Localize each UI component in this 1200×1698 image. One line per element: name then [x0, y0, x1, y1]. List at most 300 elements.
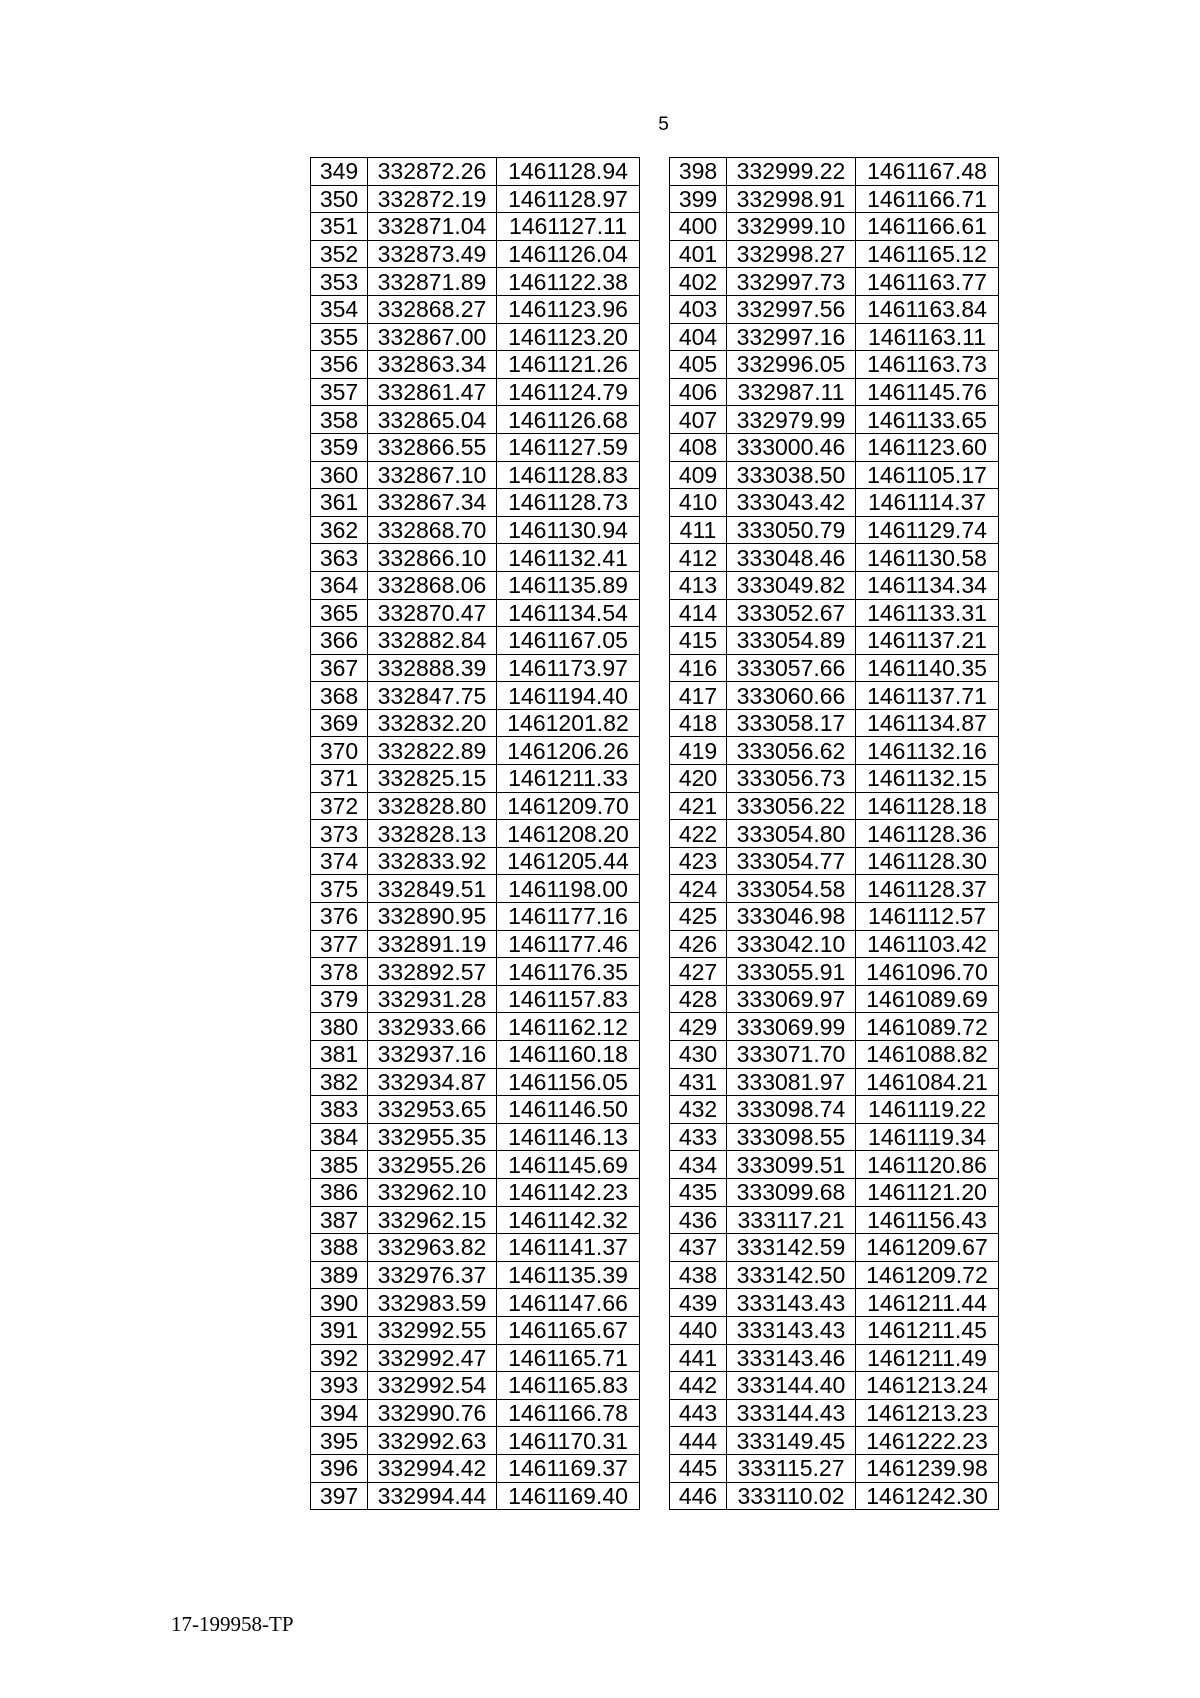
table-row [670, 323, 999, 351]
y-coordinate-cell: 1461134.54 [497, 599, 640, 627]
x-coordinate-cell: 332868.70 [368, 516, 497, 544]
y-coordinate-cell: 1461128.97 [497, 185, 640, 213]
table-row [670, 406, 999, 434]
x-coordinate-cell: 332999.22 [727, 158, 856, 186]
x-coordinate-cell: 332871.89 [368, 268, 497, 296]
x-coordinate-cell: 333117.21 [727, 1206, 856, 1234]
x-coordinate-cell: 332833.92 [368, 847, 497, 875]
table-row [311, 1096, 640, 1124]
x-coordinate-cell: 332997.16 [727, 323, 856, 351]
table-row [670, 461, 999, 489]
x-coordinate-cell: 333048.46 [727, 544, 856, 572]
y-coordinate-cell: 1461211.33 [497, 765, 640, 793]
x-coordinate-cell: 333055.91 [727, 958, 856, 986]
point-number-cell: 417 [670, 682, 727, 710]
table-row [670, 213, 999, 241]
x-coordinate-cell: 333099.51 [727, 1151, 856, 1179]
y-coordinate-cell: 1461167.05 [497, 627, 640, 655]
y-coordinate-cell: 1461114.37 [856, 489, 999, 517]
table-row [670, 627, 999, 655]
y-coordinate-cell: 1461121.20 [856, 1178, 999, 1206]
y-coordinate-cell: 1461169.37 [497, 1454, 640, 1482]
point-number-cell: 436 [670, 1206, 727, 1234]
x-coordinate-cell: 332962.10 [368, 1178, 497, 1206]
point-number-cell: 386 [311, 1178, 368, 1206]
table-row [670, 240, 999, 268]
point-number-cell: 415 [670, 627, 727, 655]
table-row [311, 709, 640, 737]
y-coordinate-cell: 1461198.00 [497, 875, 640, 903]
x-coordinate-cell: 332992.63 [368, 1427, 497, 1455]
x-coordinate-cell: 332987.11 [727, 378, 856, 406]
x-coordinate-cell: 332822.89 [368, 737, 497, 765]
y-coordinate-cell: 1461166.61 [856, 213, 999, 241]
y-coordinate-cell: 1461177.16 [497, 903, 640, 931]
y-coordinate-cell: 1461128.30 [856, 847, 999, 875]
y-coordinate-cell: 1461166.78 [497, 1399, 640, 1427]
point-number-cell: 441 [670, 1344, 727, 1372]
point-number-cell: 443 [670, 1399, 727, 1427]
point-number-cell: 442 [670, 1372, 727, 1400]
table-row [311, 903, 640, 931]
y-coordinate-cell: 1461140.35 [856, 654, 999, 682]
point-number-cell: 376 [311, 903, 368, 931]
point-number-cell: 380 [311, 1013, 368, 1041]
x-coordinate-cell: 332866.10 [368, 544, 497, 572]
point-number-cell: 370 [311, 737, 368, 765]
table-row [670, 544, 999, 572]
x-coordinate-cell: 333042.10 [727, 930, 856, 958]
table-row [670, 1234, 999, 1262]
table-row [311, 820, 640, 848]
y-coordinate-cell: 1461141.37 [497, 1234, 640, 1262]
y-coordinate-cell: 1461133.65 [856, 406, 999, 434]
x-coordinate-cell: 332890.95 [368, 903, 497, 931]
x-coordinate-cell: 333056.62 [727, 737, 856, 765]
table-row [670, 295, 999, 323]
x-coordinate-cell: 333054.77 [727, 847, 856, 875]
table-row [670, 709, 999, 737]
table-row [311, 351, 640, 379]
x-coordinate-cell: 332937.16 [368, 1041, 497, 1069]
x-coordinate-cell: 332865.04 [368, 406, 497, 434]
point-number-cell: 433 [670, 1123, 727, 1151]
table-row [670, 571, 999, 599]
table-row [670, 1344, 999, 1372]
point-number-cell: 426 [670, 930, 727, 958]
y-coordinate-cell: 1461134.87 [856, 709, 999, 737]
point-number-cell: 432 [670, 1096, 727, 1124]
point-number-cell: 398 [670, 158, 727, 186]
y-coordinate-cell: 1461132.15 [856, 765, 999, 793]
y-coordinate-cell: 1461177.46 [497, 930, 640, 958]
y-coordinate-cell: 1461128.37 [856, 875, 999, 903]
table-row [311, 1454, 640, 1482]
table-row [311, 158, 640, 186]
point-number-cell: 366 [311, 627, 368, 655]
table-row [670, 599, 999, 627]
x-coordinate-cell: 332999.10 [727, 213, 856, 241]
table-row [311, 1178, 640, 1206]
point-number-cell: 359 [311, 433, 368, 461]
point-number-cell: 387 [311, 1206, 368, 1234]
x-coordinate-cell: 332861.47 [368, 378, 497, 406]
table-row [311, 682, 640, 710]
table-row [670, 268, 999, 296]
point-number-cell: 349 [311, 158, 368, 186]
x-coordinate-cell: 332997.56 [727, 295, 856, 323]
table-row [670, 1041, 999, 1069]
x-coordinate-cell: 332963.82 [368, 1234, 497, 1262]
x-coordinate-cell: 332955.35 [368, 1123, 497, 1151]
x-coordinate-cell: 332872.26 [368, 158, 497, 186]
point-number-cell: 430 [670, 1041, 727, 1069]
table-row [670, 1427, 999, 1455]
x-coordinate-cell: 332871.04 [368, 213, 497, 241]
point-number-cell: 368 [311, 682, 368, 710]
y-coordinate-cell: 1461165.12 [856, 240, 999, 268]
table-row [311, 627, 640, 655]
point-number-cell: 364 [311, 571, 368, 599]
x-coordinate-cell: 332998.91 [727, 185, 856, 213]
x-coordinate-cell: 332994.42 [368, 1454, 497, 1482]
y-coordinate-cell: 1461163.77 [856, 268, 999, 296]
x-coordinate-cell: 333054.58 [727, 875, 856, 903]
x-coordinate-cell: 333143.46 [727, 1344, 856, 1372]
y-coordinate-cell: 1461128.36 [856, 820, 999, 848]
x-coordinate-cell: 332998.27 [727, 240, 856, 268]
point-number-cell: 429 [670, 1013, 727, 1041]
x-coordinate-cell: 332867.00 [368, 323, 497, 351]
point-number-cell: 372 [311, 792, 368, 820]
point-number-cell: 375 [311, 875, 368, 903]
y-coordinate-cell: 1461128.83 [497, 461, 640, 489]
point-number-cell: 356 [311, 351, 368, 379]
x-coordinate-cell: 332979.99 [727, 406, 856, 434]
table-row [670, 158, 999, 186]
point-number-cell: 401 [670, 240, 727, 268]
point-number-cell: 412 [670, 544, 727, 572]
point-number-cell: 418 [670, 709, 727, 737]
x-coordinate-cell: 333058.17 [727, 709, 856, 737]
point-number-cell: 420 [670, 765, 727, 793]
x-coordinate-cell: 332849.51 [368, 875, 497, 903]
y-coordinate-cell: 1461211.49 [856, 1344, 999, 1372]
x-coordinate-cell: 333056.73 [727, 765, 856, 793]
y-coordinate-cell: 1461147.66 [497, 1289, 640, 1317]
y-coordinate-cell: 1461096.70 [856, 958, 999, 986]
y-coordinate-cell: 1461119.34 [856, 1123, 999, 1151]
x-coordinate-cell: 332962.15 [368, 1206, 497, 1234]
table-row [670, 489, 999, 517]
y-coordinate-cell: 1461208.20 [497, 820, 640, 848]
table-row [311, 268, 640, 296]
y-coordinate-cell: 1461211.44 [856, 1289, 999, 1317]
point-number-cell: 358 [311, 406, 368, 434]
x-coordinate-cell: 332953.65 [368, 1096, 497, 1124]
point-number-cell: 421 [670, 792, 727, 820]
table-row [670, 820, 999, 848]
y-coordinate-cell: 1461163.84 [856, 295, 999, 323]
table-row [670, 1316, 999, 1344]
y-coordinate-cell: 1461166.71 [856, 185, 999, 213]
x-coordinate-cell: 332934.87 [368, 1068, 497, 1096]
y-coordinate-cell: 1461145.69 [497, 1151, 640, 1179]
x-coordinate-cell: 332976.37 [368, 1261, 497, 1289]
table-row [670, 1096, 999, 1124]
table-row [670, 1399, 999, 1427]
table-row [311, 1234, 640, 1262]
y-coordinate-cell: 1461133.31 [856, 599, 999, 627]
point-number-cell: 400 [670, 213, 727, 241]
x-coordinate-cell: 332868.06 [368, 571, 497, 599]
point-number-cell: 434 [670, 1151, 727, 1179]
point-number-cell: 382 [311, 1068, 368, 1096]
point-number-cell: 395 [311, 1427, 368, 1455]
table-row [311, 433, 640, 461]
x-coordinate-cell: 333115.27 [727, 1454, 856, 1482]
table-row [670, 737, 999, 765]
point-number-cell: 413 [670, 571, 727, 599]
y-coordinate-cell: 1461129.74 [856, 516, 999, 544]
y-coordinate-cell: 1461146.13 [497, 1123, 640, 1151]
point-number-cell: 353 [311, 268, 368, 296]
y-coordinate-cell: 1461128.94 [497, 158, 640, 186]
x-coordinate-cell: 332867.10 [368, 461, 497, 489]
point-number-cell: 410 [670, 489, 727, 517]
point-number-cell: 381 [311, 1041, 368, 1069]
table-row [311, 1261, 640, 1289]
table-row [311, 1399, 640, 1427]
table-row [311, 378, 640, 406]
y-coordinate-cell: 1461142.23 [497, 1178, 640, 1206]
point-number-cell: 354 [311, 295, 368, 323]
table-row [670, 1013, 999, 1041]
point-number-cell: 361 [311, 489, 368, 517]
point-number-cell: 384 [311, 1123, 368, 1151]
x-coordinate-cell: 333142.50 [727, 1261, 856, 1289]
point-number-cell: 391 [311, 1316, 368, 1344]
table-row [311, 489, 640, 517]
coordinate-table-left [310, 157, 640, 1510]
x-coordinate-cell: 333081.97 [727, 1068, 856, 1096]
point-number-cell: 373 [311, 820, 368, 848]
y-coordinate-cell: 1461126.68 [497, 406, 640, 434]
table-row [311, 1482, 640, 1510]
table-row [311, 847, 640, 875]
x-coordinate-cell: 333049.82 [727, 571, 856, 599]
x-coordinate-cell: 332992.55 [368, 1316, 497, 1344]
table-row [670, 378, 999, 406]
y-coordinate-cell: 1461146.50 [497, 1096, 640, 1124]
table-row [670, 1151, 999, 1179]
table-row [670, 433, 999, 461]
x-coordinate-cell: 332825.15 [368, 765, 497, 793]
x-coordinate-cell: 332832.20 [368, 709, 497, 737]
point-number-cell: 365 [311, 599, 368, 627]
y-coordinate-cell: 1461137.21 [856, 627, 999, 655]
y-coordinate-cell: 1461165.83 [497, 1372, 640, 1400]
y-coordinate-cell: 1461126.04 [497, 240, 640, 268]
x-coordinate-cell: 332931.28 [368, 985, 497, 1013]
table-row [311, 295, 640, 323]
table-row [670, 958, 999, 986]
point-number-cell: 414 [670, 599, 727, 627]
y-coordinate-cell: 1461157.83 [497, 985, 640, 1013]
y-coordinate-cell: 1461213.23 [856, 1399, 999, 1427]
y-coordinate-cell: 1461128.73 [497, 489, 640, 517]
point-number-cell: 397 [311, 1482, 368, 1510]
x-coordinate-cell: 333143.43 [727, 1316, 856, 1344]
point-number-cell: 406 [670, 378, 727, 406]
point-number-cell: 385 [311, 1151, 368, 1179]
x-coordinate-cell: 332955.26 [368, 1151, 497, 1179]
table-row [311, 240, 640, 268]
x-coordinate-cell: 332994.44 [368, 1482, 497, 1510]
y-coordinate-cell: 1461084.21 [856, 1068, 999, 1096]
table-row [311, 985, 640, 1013]
point-number-cell: 431 [670, 1068, 727, 1096]
x-coordinate-cell: 333000.46 [727, 433, 856, 461]
x-coordinate-cell: 333054.89 [727, 627, 856, 655]
y-coordinate-cell: 1461119.22 [856, 1096, 999, 1124]
point-number-cell: 394 [311, 1399, 368, 1427]
point-number-cell: 440 [670, 1316, 727, 1344]
y-coordinate-cell: 1461173.97 [497, 654, 640, 682]
point-number-cell: 444 [670, 1427, 727, 1455]
x-coordinate-cell: 332866.55 [368, 433, 497, 461]
y-coordinate-cell: 1461135.89 [497, 571, 640, 599]
point-number-cell: 393 [311, 1372, 368, 1400]
y-coordinate-cell: 1461206.26 [497, 737, 640, 765]
y-coordinate-cell: 1461209.72 [856, 1261, 999, 1289]
point-number-cell: 419 [670, 737, 727, 765]
table-row [311, 599, 640, 627]
point-number-cell: 408 [670, 433, 727, 461]
page-number: 5 [658, 114, 669, 135]
point-number-cell: 379 [311, 985, 368, 1013]
table-row [311, 406, 640, 434]
y-coordinate-cell: 1461130.58 [856, 544, 999, 572]
x-coordinate-cell: 332888.39 [368, 654, 497, 682]
point-number-cell: 392 [311, 1344, 368, 1372]
x-coordinate-cell: 333098.55 [727, 1123, 856, 1151]
y-coordinate-cell: 1461194.40 [497, 682, 640, 710]
x-coordinate-cell: 332882.84 [368, 627, 497, 655]
x-coordinate-cell: 332873.49 [368, 240, 497, 268]
y-coordinate-cell: 1461170.31 [497, 1427, 640, 1455]
x-coordinate-cell: 332891.19 [368, 930, 497, 958]
y-coordinate-cell: 1461137.71 [856, 682, 999, 710]
x-coordinate-cell: 332990.76 [368, 1399, 497, 1427]
table-row [670, 985, 999, 1013]
point-number-cell: 411 [670, 516, 727, 544]
table-row [311, 1372, 640, 1400]
y-coordinate-cell: 1461242.30 [856, 1482, 999, 1510]
table-row [311, 1123, 640, 1151]
y-coordinate-cell: 1461122.38 [497, 268, 640, 296]
y-coordinate-cell: 1461156.05 [497, 1068, 640, 1096]
point-number-cell: 423 [670, 847, 727, 875]
table-row [670, 185, 999, 213]
table-row [311, 737, 640, 765]
table-row [670, 1482, 999, 1510]
point-number-cell: 388 [311, 1234, 368, 1262]
y-coordinate-cell: 1461123.96 [497, 295, 640, 323]
point-number-cell: 422 [670, 820, 727, 848]
x-coordinate-cell: 332828.80 [368, 792, 497, 820]
table-row [311, 792, 640, 820]
table-row [670, 847, 999, 875]
point-number-cell: 403 [670, 295, 727, 323]
x-coordinate-cell: 332863.34 [368, 351, 497, 379]
x-coordinate-cell: 332992.47 [368, 1344, 497, 1372]
table-row [670, 1261, 999, 1289]
x-coordinate-cell: 332870.47 [368, 599, 497, 627]
table-row [311, 875, 640, 903]
y-coordinate-cell: 1461209.67 [856, 1234, 999, 1262]
x-coordinate-cell: 332892.57 [368, 958, 497, 986]
x-coordinate-cell: 332992.54 [368, 1372, 497, 1400]
x-coordinate-cell: 333069.97 [727, 985, 856, 1013]
table-row [311, 654, 640, 682]
x-coordinate-cell: 333043.42 [727, 489, 856, 517]
point-number-cell: 446 [670, 1482, 727, 1510]
x-coordinate-cell: 333054.80 [727, 820, 856, 848]
x-coordinate-cell: 333098.74 [727, 1096, 856, 1124]
y-coordinate-cell: 1461142.32 [497, 1206, 640, 1234]
y-coordinate-cell: 1461120.86 [856, 1151, 999, 1179]
x-coordinate-cell: 332997.73 [727, 268, 856, 296]
point-number-cell: 424 [670, 875, 727, 903]
x-coordinate-cell: 333038.50 [727, 461, 856, 489]
point-number-cell: 383 [311, 1096, 368, 1124]
y-coordinate-cell: 1461165.71 [497, 1344, 640, 1372]
table-row [670, 1289, 999, 1317]
table-row [311, 1013, 640, 1041]
x-coordinate-cell: 333050.79 [727, 516, 856, 544]
x-coordinate-cell: 332847.75 [368, 682, 497, 710]
x-coordinate-cell: 332996.05 [727, 351, 856, 379]
y-coordinate-cell: 1461160.18 [497, 1041, 640, 1069]
x-coordinate-cell: 333144.40 [727, 1372, 856, 1400]
table-row [311, 1068, 640, 1096]
table-row [670, 930, 999, 958]
x-coordinate-cell: 333099.68 [727, 1178, 856, 1206]
point-number-cell: 399 [670, 185, 727, 213]
table-row [311, 930, 640, 958]
point-number-cell: 367 [311, 654, 368, 682]
table-row [670, 682, 999, 710]
y-coordinate-cell: 1461201.82 [497, 709, 640, 737]
table-row [311, 323, 640, 351]
y-coordinate-cell: 1461145.76 [856, 378, 999, 406]
point-number-cell: 405 [670, 351, 727, 379]
point-number-cell: 363 [311, 544, 368, 572]
y-coordinate-cell: 1461127.11 [497, 213, 640, 241]
table-row [670, 903, 999, 931]
document-code: 17-199958-TP [171, 1612, 294, 1636]
y-coordinate-cell: 1461209.70 [497, 792, 640, 820]
x-coordinate-cell: 333052.67 [727, 599, 856, 627]
table-row [311, 213, 640, 241]
y-coordinate-cell: 1461167.48 [856, 158, 999, 186]
x-coordinate-cell: 332872.19 [368, 185, 497, 213]
point-number-cell: 425 [670, 903, 727, 931]
y-coordinate-cell: 1461239.98 [856, 1454, 999, 1482]
y-coordinate-cell: 1461089.72 [856, 1013, 999, 1041]
table-row [311, 1316, 640, 1344]
